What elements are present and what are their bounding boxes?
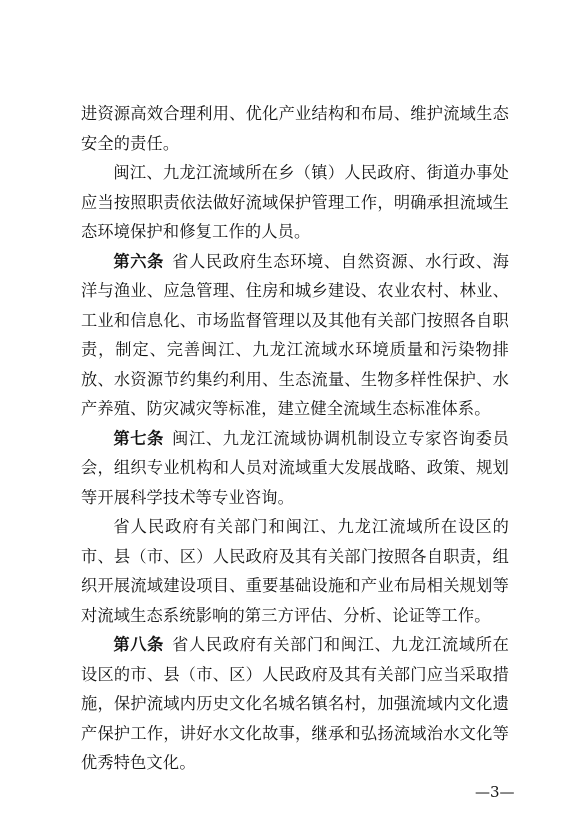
article-heading: 第七条	[113, 428, 164, 448]
paragraph-text: 闽江、九龙江流域协调机制设立专家咨询委员会，组织专业机构和人员对流域重大发展战略、政策、规划等开展科学技术等专业咨询。	[81, 428, 509, 507]
paragraph-text: 省人民政府生态环境、自然资源、水行政、海洋与渔业、应急管理、住房和城乡建设、农业农村、林业、工业和信息化、市场监督管理以及其他有关部门按照各自职责，制定、完善闽江、九龙江流域水环境质量和污染物排放、水资源节约集约利用、生态流量、生物多样性保护、水产养殖、防灾减灾等标准，建立健全流域生态标准体系。	[81, 251, 509, 418]
paragraph-1	[81, 99, 509, 158]
paragraph-text: 进资源高效合理利用、优化产业结构和布局、维护流域生态安全的责任。	[81, 104, 509, 153]
article-7	[81, 424, 509, 513]
paragraph-text: 省人民政府有关部门和闽江、九龙江流域所在设区的市、县（市、区）人民政府及其有关部门按照各自职责，组织开展流域建设项目、重要基础设施和产业布局相关规划等对流域生态系统影响的第三方评估、分析、论证等工作。	[81, 517, 509, 625]
article-6	[81, 247, 509, 424]
paragraph-text: 省人民政府有关部门和闽江、九龙江流域所在设区的市、县（市、区）人民政府及其有关部门应当采取措施，保护流域内历史文化名城名镇名村，加强流域内文化遗产保护工作，讲好水文化故事，继承和弘扬流域治水文化等优秀特色文化。	[81, 635, 509, 772]
paragraph-text: 闽江、九龙江流域所在乡（镇）人民政府、街道办事处应当按照职责依法做好流域保护管理工作，明确承担流域生态环境保护和修复工作的人员。	[81, 163, 509, 241]
document-body	[81, 99, 509, 778]
paragraph-2	[81, 158, 509, 247]
article-heading: 第八条	[113, 635, 164, 654]
article-heading: 第六条	[113, 251, 164, 271]
paragraph-5	[81, 512, 509, 630]
article-8	[81, 630, 509, 778]
page-number: —3—	[475, 783, 515, 801]
